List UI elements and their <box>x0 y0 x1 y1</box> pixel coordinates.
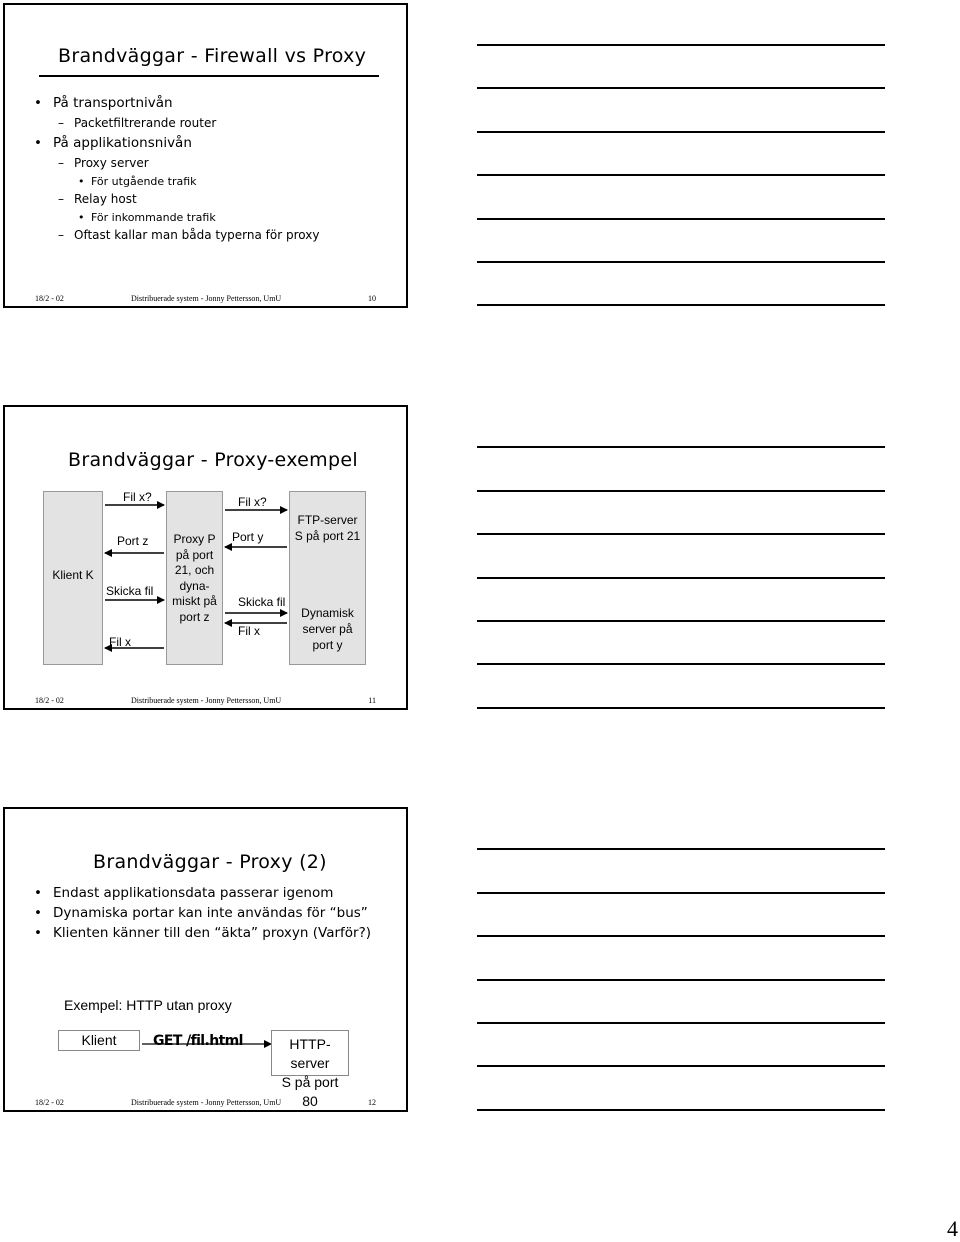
proxy-line: dyna- <box>179 578 210 593</box>
footer-slide-number: 11 <box>368 696 376 705</box>
sub-bullet: – Relay host <box>31 190 319 209</box>
example-arrow <box>5 809 410 1114</box>
sub-sub-bullet: • För utgående trafik <box>31 173 319 190</box>
example-heading: Exempel: HTTP utan proxy <box>64 997 232 1013</box>
slide-title: Brandväggar - Proxy-exempel <box>68 449 358 471</box>
bullet: • På transportnivån <box>31 93 319 114</box>
sub-bullet: – Packetfiltrerande router <box>31 114 319 133</box>
footer-course: Distribuerade system - Jonny Pettersson, UmU <box>131 1098 282 1107</box>
label-skicka-right: Skicka fil <box>238 595 286 609</box>
dynamic-server-line: Dynamisk <box>301 606 354 620</box>
ftp-server-line: FTP-server <box>297 513 358 527</box>
label-filx-right: Fil x? <box>238 495 267 509</box>
dynamic-server-line: port y <box>312 638 343 652</box>
sub-bullet: – Proxy server <box>31 154 319 173</box>
example-client-label: Klient <box>81 1032 117 1048</box>
dynamic-server-line: server på <box>302 622 353 636</box>
example-server-line: S på port 80 <box>281 1074 339 1109</box>
footer-course: Distribuerade system - Jonny Pettersson, UmU <box>131 696 282 705</box>
slide-title: Brandväggar - Proxy (2) <box>93 851 327 873</box>
client-label: Klient K <box>52 568 94 582</box>
label-skicka-left: Skicka fil <box>106 584 154 598</box>
slide-10 <box>3 3 408 308</box>
proxy-line: Proxy P <box>173 532 216 546</box>
bullet: • Endast applikationsdata passerar igenom <box>31 883 371 903</box>
proxy-line: 21, och <box>174 563 215 577</box>
arrows <box>5 407 410 712</box>
proxy-line: port z <box>179 609 210 624</box>
footer-slide-number: 10 <box>368 294 376 303</box>
bullet-list <box>31 93 319 245</box>
sub-bullet: – Oftast kallar man båda typerna för proxy <box>31 226 319 245</box>
footer-slide-number: 12 <box>368 1098 376 1107</box>
footer-course: Distribuerade system - Jonny Pettersson, UmU <box>131 294 282 303</box>
title-underline <box>39 75 379 77</box>
slide-12 <box>3 807 408 1112</box>
bullet: • På applikationsnivån <box>31 133 319 154</box>
sub-sub-bullet: • För inkommande trafik <box>31 209 319 226</box>
bullet: • Dynamiska portar kan inte användas för “bus” <box>31 903 371 923</box>
label-portz: Port z <box>117 534 149 548</box>
example-request: GET /fil.html <box>153 1033 243 1049</box>
proxy-line: miskt på <box>172 594 217 608</box>
footer-date: 18/2 - 02 <box>35 294 64 303</box>
ftp-server-line: S på port 21 <box>294 529 361 543</box>
label-porty: Port y <box>232 530 264 544</box>
label-filx-return-right: Fil x <box>238 624 260 638</box>
slide-11 <box>3 405 408 710</box>
label-filx-left: Fil x? <box>123 490 152 504</box>
proxy-line: på port <box>175 547 214 562</box>
slide-title: Brandväggar - Firewall vs Proxy <box>58 45 367 67</box>
example-server-line: HTTP-server <box>289 1036 331 1071</box>
bullet: • Klienten känner till den “äkta” proxyn (Varför?) <box>31 923 371 943</box>
example-server-box <box>271 1030 349 1109</box>
label-filx-return-left: Fil x <box>109 635 131 649</box>
page-number: 4 <box>947 1216 958 1241</box>
footer-date: 18/2 - 02 <box>35 1098 64 1107</box>
footer-date: 18/2 - 02 <box>35 696 64 705</box>
